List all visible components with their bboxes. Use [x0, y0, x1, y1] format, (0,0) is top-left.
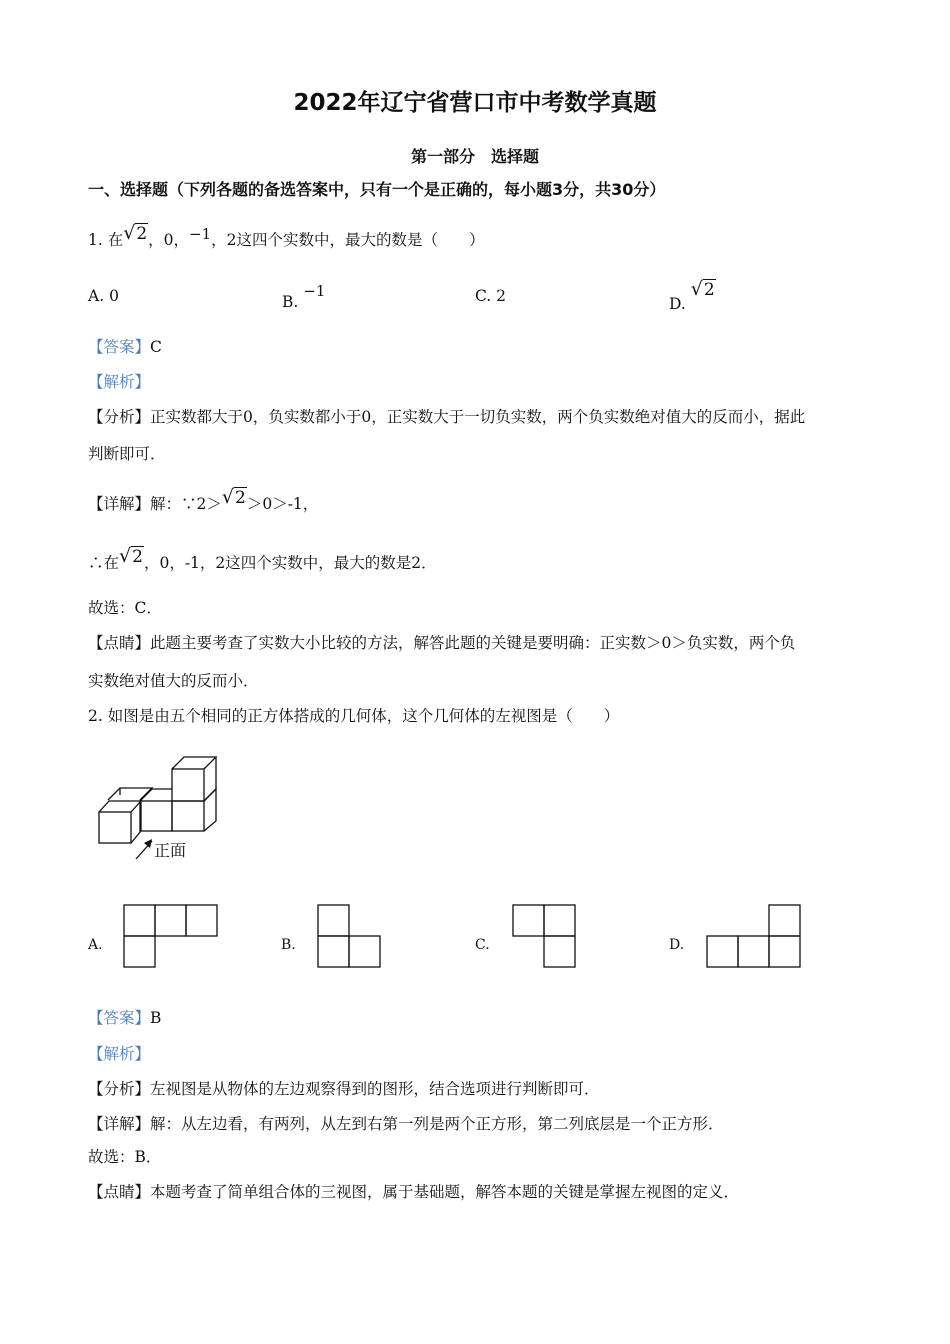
q1-therefore: ∴在√2，0，-1，2这四个实数中，最大的数是2． [88, 545, 437, 572]
q2-option-a-label: A. [88, 937, 103, 953]
q2-option-a-figure[interactable] [122, 903, 220, 971]
q1-option-a: A. 0 [88, 287, 119, 305]
q2-answer: 【答案】B [88, 1009, 162, 1027]
sqrt-symbol: √2 [123, 222, 148, 244]
page-title: 2022年辽宁省营口市中考数学真题 [293, 90, 657, 116]
q2-option-b-figure[interactable] [316, 903, 384, 971]
q2-jiexi: 【解析】 [88, 1045, 151, 1063]
q1-dianjing: 【点睛】此题主要考查了实数大小比较的方法，解答此题的关键是要明确：正实数＞0＞负实数，两个负 [88, 634, 796, 652]
q1-dianjing-cont: 实数绝对值大的反而小． [88, 672, 259, 690]
q2-detail: 【详解】解：从左边看，有两列，从左到右第一列是两个正方形，第二列底层是一个正方形． [88, 1115, 724, 1133]
q2-option-c-label: C. [475, 937, 490, 953]
q2-option-d-figure[interactable] [705, 903, 803, 971]
q2-stem: 2. 如图是由五个相同的正方体搭成的几何体，这个几何体的左视图是（ ） [88, 707, 620, 725]
q1-detail: 【详解】解：∵2＞√2＞0＞-1， [88, 486, 319, 513]
q2-choose: 故选：B． [88, 1148, 162, 1166]
part-heading: 第一部分 选择题 [410, 147, 539, 166]
q2-dianjing: 【点睛】本题考查了简单组合体的三视图，属于基础题，解答本题的关键是掌握左视图的定义． [88, 1183, 740, 1201]
front-label: 正面 [154, 841, 187, 860]
q2-fenxi: 【分析】左视图是从物体的左边观察得到的图形，结合选项进行判断即可． [88, 1080, 600, 1098]
q2-option-d-label: D. [669, 937, 685, 953]
q1-option-c: C. 2 [475, 287, 507, 305]
q1-option-d: D. √2 [669, 278, 715, 313]
arrow-icon [144, 839, 152, 848]
q1-fenxi: 【分析】正实数都大于0，负实数都小于0，正实数大于一切负实数，两个负实数绝对值大的反而小，据此 [88, 408, 806, 426]
q1-option-b: B. −1 [282, 282, 326, 311]
q1-choose: 故选：C． [88, 599, 162, 617]
q2-option-c-figure[interactable] [511, 903, 579, 971]
q2-option-b-label: B. [281, 937, 296, 953]
q1-stem: 1. 在√2，0，−1，2这四个实数中，最大的数是（ ） [88, 222, 485, 249]
q1-answer: 【答案】C [88, 338, 162, 356]
section-heading: 一、选择题（下列各题的备选答案中，只有一个是正确的，每小题3分，共30分） [88, 180, 666, 199]
q1-jiexi: 【解析】 [88, 373, 151, 391]
q1-fenxi-cont: 判断即可． [88, 445, 166, 463]
